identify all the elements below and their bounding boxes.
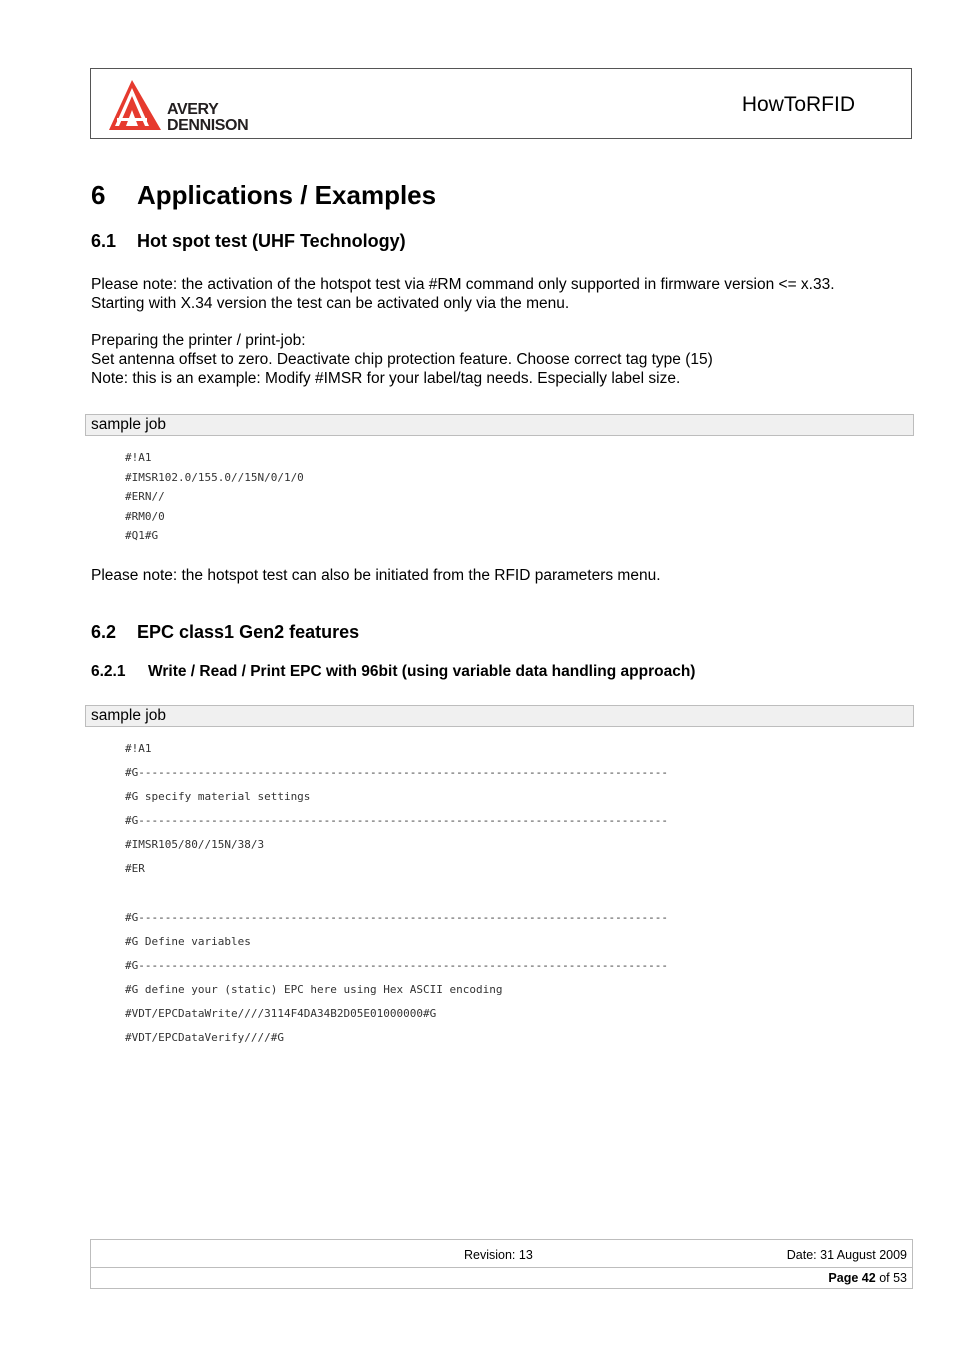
code-line: #G define your (static) EPC here using Hex ASCII encoding <box>125 982 503 996</box>
section-number: 6.1 <box>91 231 117 251</box>
sample-job-label: sample job <box>85 414 914 436</box>
code-line: #!A1 <box>125 451 152 464</box>
preparing-printer-paragraph <box>91 331 713 388</box>
sample-job-label: sample job <box>85 705 914 727</box>
footer-row <box>91 1240 912 1268</box>
code-block-hotspot <box>125 448 304 546</box>
code-line: #ERN// <box>125 490 165 503</box>
logo-wordmark <box>167 102 248 134</box>
section-title: Write / Read / Print EPC with 96bit (using variable data handling approach) <box>148 663 696 680</box>
code-line: #G-------------------------------------------------------------------------------- <box>125 766 669 780</box>
code-line: #IMSR102.0/155.0//15N/0/1/0 <box>125 470 304 484</box>
page-number-text <box>828 1271 907 1285</box>
section-heading-6-2 <box>91 622 359 643</box>
hotspot-firmware-note <box>91 275 835 313</box>
chapter-heading <box>91 180 436 211</box>
code-line: #G specify material settings <box>125 790 311 804</box>
logo-wordmark-line1: AVERY <box>167 101 219 118</box>
paragraph-line: Preparing the printer / print-job: <box>91 332 306 349</box>
section-heading-6-1 <box>91 231 406 252</box>
code-line: #G-------------------------------------------------------------------------------- <box>125 910 669 924</box>
page-number: 42 <box>861 1271 876 1285</box>
paragraph-line: Please note: the hotspot test can also be initiated from the RFID parameters menu. <box>91 567 661 584</box>
chapter-title: Applications / Examples <box>137 180 437 210</box>
code-line: #G-------------------------------------------------------------------------------- <box>125 958 669 972</box>
code-line <box>125 882 668 906</box>
hotspot-menu-note <box>91 566 661 585</box>
section-title: Hot spot test (UHF Technology) <box>137 231 406 251</box>
date-text: Date: 31 August 2009 <box>786 1248 907 1262</box>
section-heading-6-2-1 <box>91 663 695 681</box>
avery-dennison-logo-icon <box>105 78 165 134</box>
avery-dennison-logo <box>105 78 275 138</box>
section-title: EPC class1 Gen2 features <box>137 622 360 642</box>
code-line: #IMSR105/80//15N/38/3 <box>125 838 265 852</box>
code-line: #ER <box>125 862 145 876</box>
code-line: #G Define variables <box>125 934 251 948</box>
page-total: of 53 <box>879 1271 907 1285</box>
section-number: 6.2.1 <box>91 663 126 680</box>
revision-text: Revision: 13 <box>464 1248 533 1262</box>
logo-wordmark-line2: DENNISON <box>167 117 249 134</box>
code-line: #RM0/0 <box>125 509 165 523</box>
page-label: Page <box>828 1271 859 1285</box>
paragraph-line: Set antenna offset to zero. Deactivate chip protection feature. Choose correct tag type (15) <box>91 351 713 368</box>
section-number: 6.2 <box>91 622 117 642</box>
paragraph-line: Starting with X.34 version the test can be activated only via the menu. <box>91 295 570 312</box>
document-title: HowToRFID <box>741 93 855 116</box>
page-footer <box>90 1239 913 1289</box>
paragraph-line: Note: this is an example: Modify #IMSR for your label/tag needs. Especially label size. <box>91 370 681 387</box>
code-block-epc <box>125 737 668 1050</box>
code-line: #VDT/EPCDataWrite////3114F4DA34B2D05E01000000#G <box>125 1007 437 1021</box>
chapter-number: 6 <box>91 180 106 210</box>
code-line: #VDT/EPCDataVerify////#G <box>125 1031 284 1045</box>
page-header <box>90 68 912 139</box>
code-line: #G-------------------------------------------------------------------------------- <box>125 814 669 828</box>
code-line: #!A1 <box>125 742 152 755</box>
code-line: #Q1#G <box>125 529 159 542</box>
paragraph-line: Please note: the activation of the hotspot test via #RM command only supported in firmware version <= x.33. <box>91 276 835 293</box>
